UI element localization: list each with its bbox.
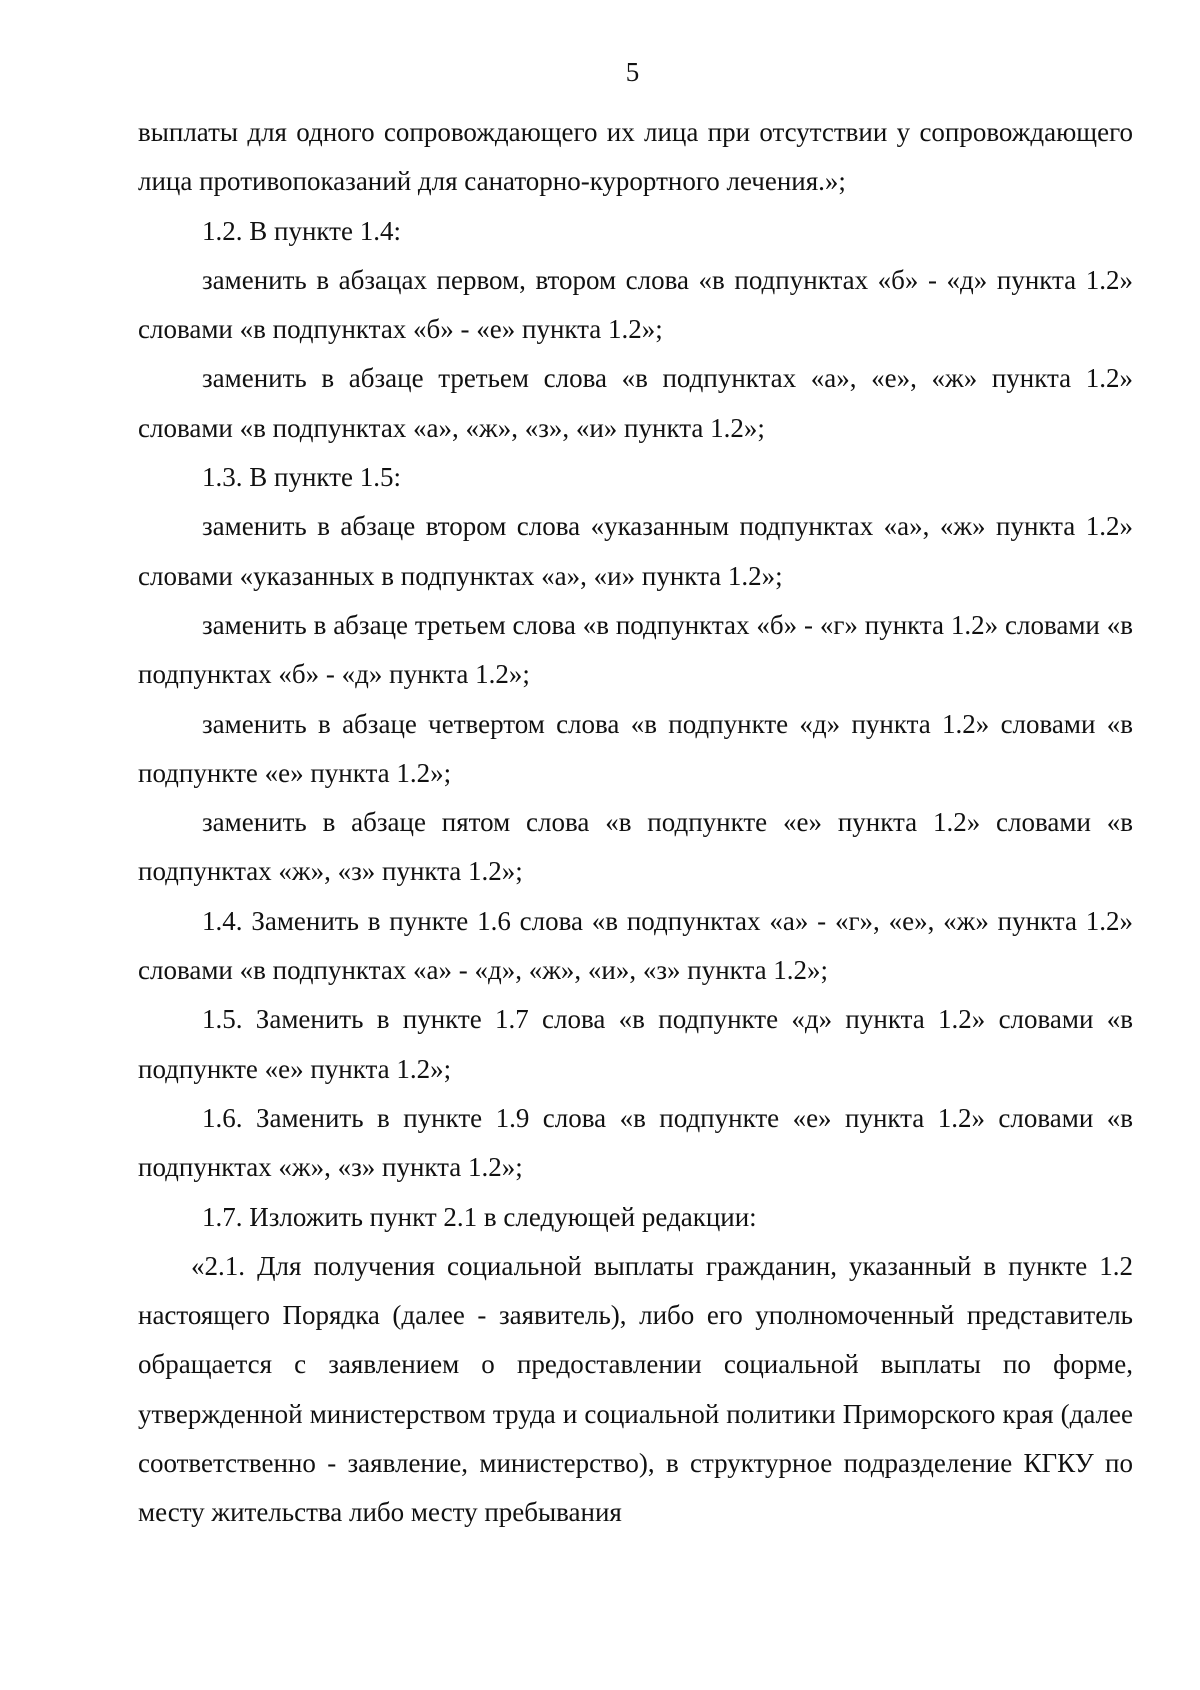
paragraph: заменить в абзаце четвертом слова «в подпункте «д» пункта 1.2» словами «в подпункте «е» пункта 1.2»; (138, 708, 1133, 788)
paragraph: 1.2. В пункте 1.4: (202, 215, 401, 246)
paragraph: заменить в абзаце третьем слова «в подпунктах «а», «е», «ж» пункта 1.2» словами «в подпунктах «а», «ж», «з», «и» пункта 1.2»; (138, 363, 1133, 443)
paragraph: выплаты для одного сопровождающего их лица при отсутствии у сопровождающего лица противопоказаний для санаторно-курортного лечения.»; (138, 117, 1133, 197)
paragraph: 1.4. Заменить в пункте 1.6 слова «в подпунктах «а» - «г», «е», «ж» пункта 1.2» словами «в подпунктах «а» - «д», «ж», «и», «з» пункта 1.2»; (138, 905, 1133, 986)
page-number: 5 (625, 57, 640, 87)
paragraph: 1.3. В пункте 1.5: (202, 462, 401, 493)
paragraph: 1.6. Заменить в пункте 1.9 слова «в подпункте «е» пункта 1.2» словами «в подпунктах «ж», «з» пункта 1.2»; (138, 1102, 1133, 1183)
paragraph: 1.5. Заменить в пункте 1.7 слова «в подпункте «д» пункта 1.2» словами «в подпункте «е» пункта 1.2»; (138, 1004, 1133, 1084)
paragraph: заменить в абзаце третьем слова «в подпунктах «б» - «г» пункта 1.2» словами «в подпунктах «б» - «д» пункта 1.2»; (138, 609, 1133, 690)
paragraph: «2.1. Для получения социальной выплаты гражданин, указанный в пункте 1.2 настоящего Порядка (далее - заявитель), либо его уполномоченный представитель обращается с заявлением о предоставлении социальной выплаты по форме, утвержденной министерством труда и социальной политики Приморского края (далее соответственно - заявление, министерство), в структурное подразделение КГКУ по месту жительства либо месту пребывания (138, 1250, 1133, 1528)
document-body (138, 108, 1133, 1538)
paragraph: 1.7. Изложить пункт 2.1 в следующей редакции: (202, 1201, 757, 1232)
paragraph: заменить в абзаце втором слова «указанным подпунктах «а», «ж» пункта 1.2» словами «указанных в подпунктах «а», «и» пункта 1.2»; (138, 511, 1133, 591)
paragraph: заменить в абзацах первом, втором слова «в подпунктах «б» - «д» пункта 1.2» словами «в подпунктах «б» - «е» пункта 1.2»; (138, 264, 1133, 345)
paragraph: заменить в абзаце пятом слова «в подпункте «е» пункта 1.2» словами «в подпунктах «ж», «з» пункта 1.2»; (138, 807, 1133, 887)
